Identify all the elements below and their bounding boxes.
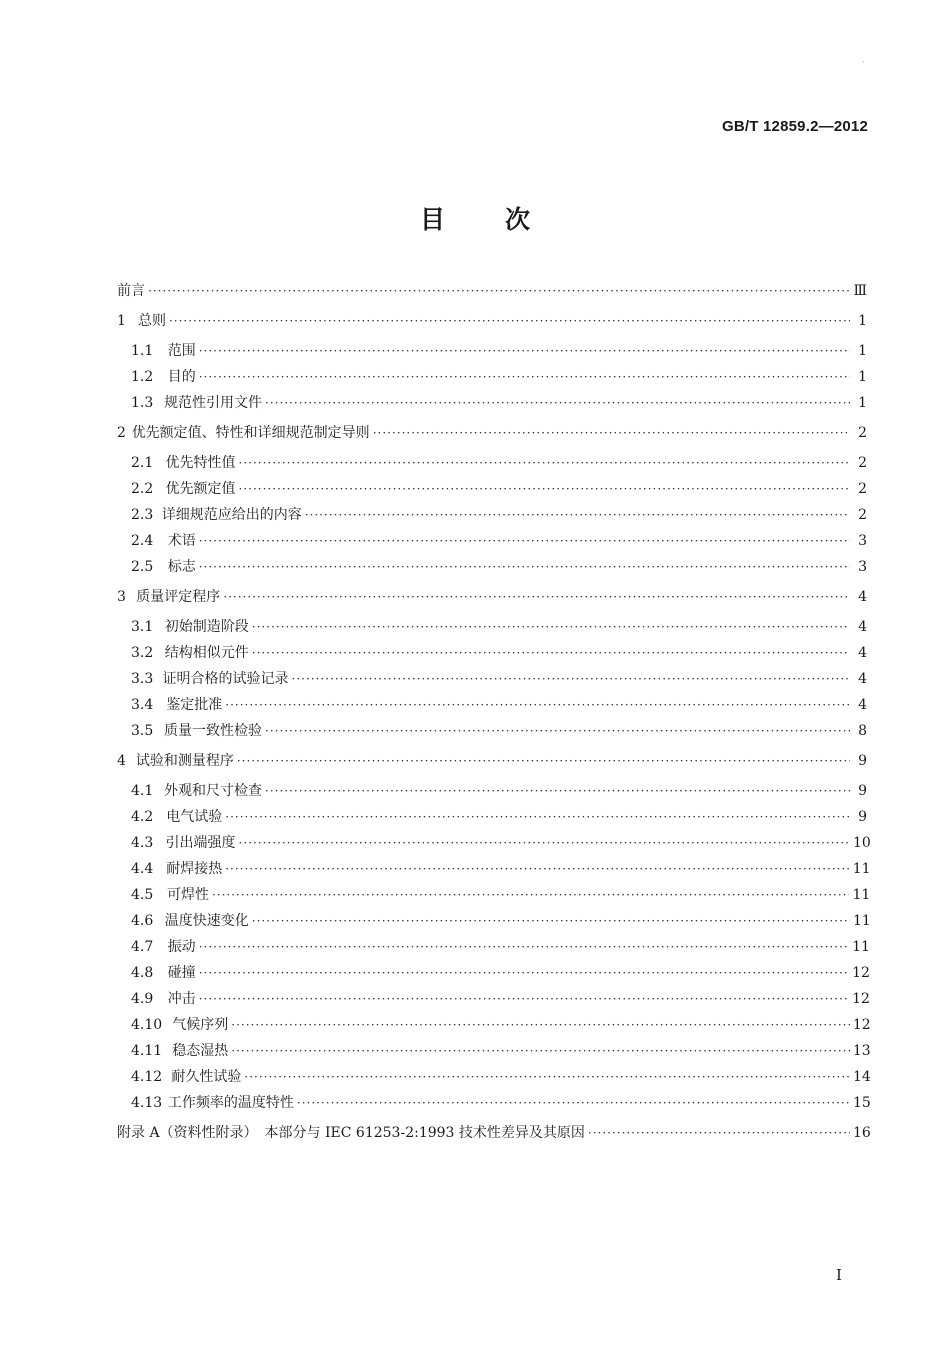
toc-page: 1 xyxy=(858,343,867,359)
leader-dots xyxy=(237,751,850,771)
leader-dots xyxy=(199,937,849,957)
toc-label: 规范性引用文件 xyxy=(164,395,262,411)
toc-page: 9 xyxy=(858,809,867,825)
leader-dots xyxy=(265,393,850,413)
leader-dots xyxy=(225,695,850,715)
toc-label: 详细规范应给出的内容 xyxy=(161,507,302,523)
toc-label: 质量一致性检验 xyxy=(164,723,262,739)
toc-number: 4.5 xyxy=(131,887,154,903)
leader-dots xyxy=(231,1041,850,1061)
leader-dots xyxy=(265,781,850,801)
leader-dots xyxy=(225,807,850,827)
toc-label: 电气试验 xyxy=(166,809,223,825)
toc-entry-1[interactable] xyxy=(117,311,867,331)
toc-page: 10 xyxy=(853,835,871,851)
leader-dots xyxy=(297,1093,850,1113)
toc-number: 4.11 xyxy=(131,1043,163,1059)
toc-entry-4-8[interactable] xyxy=(117,963,870,983)
toc-entry-3-3[interactable] xyxy=(117,669,867,689)
toc-label: 耐焊接热 xyxy=(166,861,223,877)
toc-page: Ⅲ xyxy=(853,283,867,299)
toc-label: 范围 xyxy=(167,343,196,359)
toc-number: 4.12 xyxy=(131,1069,163,1085)
toc-entry-4-6[interactable] xyxy=(117,911,871,931)
toc-entry-1-2[interactable] xyxy=(117,367,867,387)
toc-entry-1-1[interactable] xyxy=(117,341,867,361)
toc-entry-4[interactable] xyxy=(117,751,867,771)
toc-label: 总则 xyxy=(137,313,166,329)
toc-page: 1 xyxy=(858,313,867,329)
toc-page: 11 xyxy=(852,861,871,877)
toc-label: 可焊性 xyxy=(166,887,209,903)
toc-label: 外观和尺寸检查 xyxy=(164,783,262,799)
leader-dots xyxy=(231,1015,850,1035)
toc-number: 3.5 xyxy=(131,723,154,739)
toc-label: 试验和测量程序 xyxy=(135,753,234,769)
toc-page: 9 xyxy=(858,753,867,769)
toc-page: 2 xyxy=(858,481,867,497)
leader-dots xyxy=(252,617,850,637)
toc-number: 2.5 xyxy=(131,559,154,575)
leader-dots xyxy=(265,721,850,741)
toc-entry-3-4[interactable] xyxy=(117,695,867,715)
leader-dots xyxy=(305,505,850,525)
leader-dots xyxy=(199,963,849,983)
toc-entry-2-3[interactable] xyxy=(117,505,867,525)
toc-label: 工作频率的温度特性 xyxy=(167,1095,294,1111)
toc-entry-preface[interactable] xyxy=(117,281,867,301)
toc-page: 16 xyxy=(853,1125,871,1141)
toc-entry-4-7[interactable] xyxy=(117,937,870,957)
toc-number: 1.2 xyxy=(131,369,154,385)
toc-entry-2[interactable] xyxy=(117,423,867,443)
toc-label: 引出端强度 xyxy=(165,835,236,851)
toc-entry-4-5[interactable] xyxy=(117,885,871,905)
toc-label: 碰撞 xyxy=(167,965,196,981)
toc-number: 1.1 xyxy=(131,343,154,359)
toc-label: 附录 A（资料性附录） 本部分与 IEC 61253-2:1993 技术性差异及其原因 xyxy=(117,1125,585,1141)
leader-dots xyxy=(199,367,850,387)
toc-label: 温度快速变化 xyxy=(164,913,249,929)
toc-number: 3.4 xyxy=(131,697,154,713)
toc-page: 4 xyxy=(858,645,867,661)
toc-number: 2.3 xyxy=(131,507,154,523)
toc-label: 结构相似元件 xyxy=(164,645,249,661)
toc-entry-4-9[interactable] xyxy=(117,989,870,1009)
toc-page: 4 xyxy=(858,619,867,635)
toc-number: 3.2 xyxy=(131,645,154,661)
toc-page: 2 xyxy=(858,455,867,471)
toc-number: 4.1 xyxy=(131,783,154,799)
toc-page: 3 xyxy=(858,533,867,549)
toc-label: 鉴定批准 xyxy=(166,697,223,713)
toc-label: 耐久性试验 xyxy=(171,1069,242,1085)
toc-label: 质量评定程序 xyxy=(136,589,221,605)
toc-label: 冲击 xyxy=(167,991,196,1007)
toc-number: 3.1 xyxy=(131,619,154,635)
toc-number: 4.6 xyxy=(131,913,154,929)
toc-number: 4.4 xyxy=(131,861,154,877)
toc-label: 优先额定值 xyxy=(165,481,236,497)
toc-entry-2-2[interactable] xyxy=(117,479,867,499)
page-number: I xyxy=(836,1266,842,1284)
leader-dots xyxy=(252,911,850,931)
toc-entry-3-5[interactable] xyxy=(117,721,867,741)
toc-page: 8 xyxy=(858,723,867,739)
toc-entry-4-13[interactable] xyxy=(117,1093,871,1113)
scan-speck: · xyxy=(862,58,865,67)
toc-entry-3-1[interactable] xyxy=(117,617,867,637)
toc-entry-3-2[interactable] xyxy=(117,643,867,663)
leader-dots xyxy=(199,341,850,361)
leader-dots xyxy=(148,281,850,301)
toc-label: 气候序列 xyxy=(172,1017,229,1033)
toc-entry-2-5[interactable] xyxy=(117,557,867,577)
toc-page: 12 xyxy=(852,1017,871,1033)
toc-label: 优先额定值、特性和详细规范制定导则 xyxy=(131,425,370,441)
toc-page: 12 xyxy=(852,991,870,1007)
toc-page: 11 xyxy=(853,913,871,929)
toc-page: 12 xyxy=(852,965,870,981)
toc-label: 目的 xyxy=(167,369,196,385)
toc-number: 4.10 xyxy=(131,1017,163,1033)
toc-number: 4.9 xyxy=(131,991,154,1007)
toc-entry-4-3[interactable] xyxy=(117,833,871,853)
leader-dots xyxy=(225,859,850,879)
toc-page: 11 xyxy=(852,887,871,903)
toc-entry-4-2[interactable] xyxy=(117,807,867,827)
toc-label: 优先特性值 xyxy=(165,455,236,471)
leader-dots xyxy=(588,1123,850,1143)
leader-dots xyxy=(239,833,851,853)
toc-number: 3 xyxy=(117,589,126,605)
toc-entry-4-4[interactable] xyxy=(117,859,871,879)
toc-page: 13 xyxy=(852,1043,871,1059)
toc-page: 14 xyxy=(853,1069,871,1085)
toc-entry-4-11[interactable] xyxy=(117,1041,871,1061)
title-char-1: 目 xyxy=(419,205,445,234)
toc-entry-3[interactable] xyxy=(117,587,867,607)
toc-number: 4.3 xyxy=(131,835,154,851)
toc-number: 4 xyxy=(117,753,126,769)
toc-entry-4-10[interactable] xyxy=(117,1015,871,1035)
title-char-2: 次 xyxy=(505,205,531,234)
leader-dots xyxy=(239,479,851,499)
leader-dots xyxy=(373,423,850,443)
toc-number: 2 xyxy=(117,425,126,441)
toc-page: 15 xyxy=(853,1095,871,1111)
toc-page: 4 xyxy=(858,697,867,713)
leader-dots xyxy=(239,453,851,473)
toc-number: 4.8 xyxy=(131,965,154,981)
toc-entry-1-3[interactable] xyxy=(117,393,867,413)
toc-label: 稳态湿热 xyxy=(172,1043,229,1059)
leader-dots xyxy=(212,885,849,905)
leader-dots xyxy=(252,643,850,663)
leader-dots xyxy=(199,989,849,1009)
toc-page: 1 xyxy=(858,369,867,385)
toc-entry-2-1[interactable] xyxy=(117,453,867,473)
page-title xyxy=(0,200,950,236)
toc-number: 2.1 xyxy=(131,455,154,471)
toc-entry-2-4[interactable] xyxy=(117,531,867,551)
toc-number: 4.2 xyxy=(131,809,154,825)
toc-label: 前言 xyxy=(117,283,145,299)
toc-page: 1 xyxy=(858,395,867,411)
leader-dots xyxy=(199,531,850,551)
toc-label: 振动 xyxy=(167,939,196,955)
toc-page: 2 xyxy=(858,507,867,523)
toc-page: 4 xyxy=(858,589,867,605)
toc-page: 4 xyxy=(858,671,867,687)
standard-number: GB/T 12859.2—2012 xyxy=(722,118,868,135)
toc-page: 9 xyxy=(858,783,867,799)
leader-dots xyxy=(223,587,850,607)
leader-dots xyxy=(199,557,850,577)
leader-dots xyxy=(292,669,851,689)
toc-number: 1 xyxy=(117,313,126,329)
table-of-contents xyxy=(117,281,871,1143)
toc-number: 2.4 xyxy=(131,533,154,549)
toc-entry-4-1[interactable] xyxy=(117,781,867,801)
toc-page: 2 xyxy=(858,425,867,441)
toc-number: 2.2 xyxy=(131,481,154,497)
toc-label: 初始制造阶段 xyxy=(164,619,249,635)
leader-dots xyxy=(244,1067,850,1087)
toc-number: 3.3 xyxy=(131,671,154,687)
toc-label: 证明合格的试验记录 xyxy=(162,671,289,687)
toc-page: 11 xyxy=(852,939,870,955)
toc-label: 术语 xyxy=(167,533,196,549)
toc-label: 标志 xyxy=(167,559,196,575)
toc-entry-annex-a[interactable] xyxy=(117,1123,871,1143)
leader-dots xyxy=(169,311,850,331)
toc-number: 4.13 xyxy=(131,1095,163,1111)
toc-number: 4.7 xyxy=(131,939,154,955)
toc-number: 1.3 xyxy=(131,395,154,411)
toc-entry-4-12[interactable] xyxy=(117,1067,871,1087)
toc-page: 3 xyxy=(858,559,867,575)
